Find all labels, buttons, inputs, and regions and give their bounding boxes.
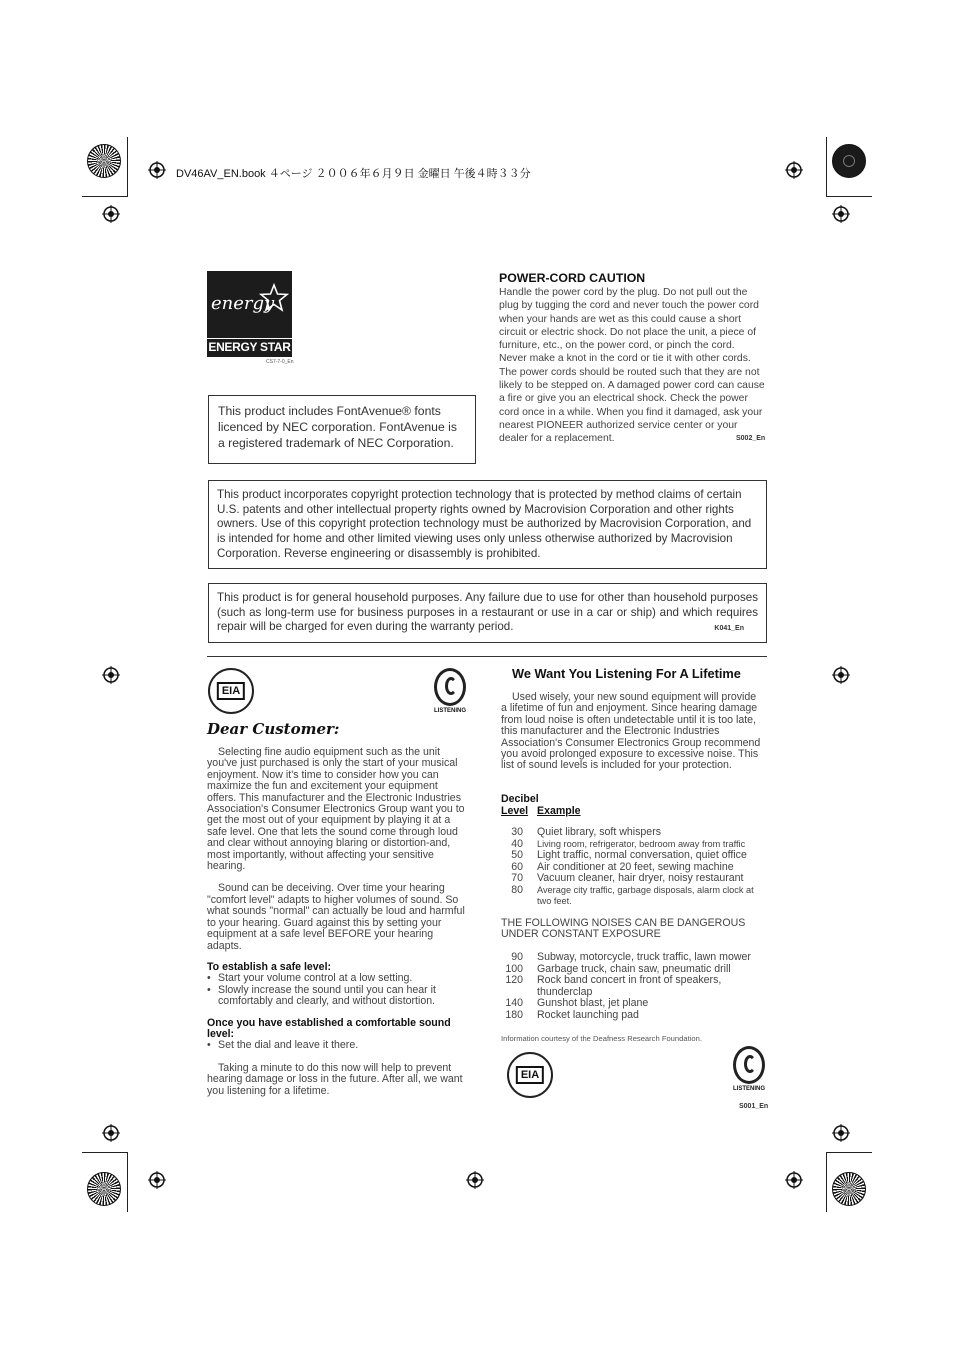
dear-customer-p1: Selecting fine audio equipment such as the unit you've just purchased is only the start of your musical enjoyment. Now it's time to consider how you can maximize the fun and excitement your equipment offers. This manufacturer and the Electronic Industries Association's Consumer Electronics Group want you to get the most out of your equipment by playing it at a safe level. One that lets the sound come through loud and clear without annoying blaring or distortion-and, most importantly, without affecting your sensitive hearing. — [207, 746, 465, 873]
starburst-target-icon — [832, 144, 866, 178]
section-divider — [207, 656, 767, 657]
listening-logo — [432, 668, 468, 718]
household-text: This product is for general household purposes. Any failure due to use for other than household purposes (such as long-term use for business purposes in a restaurant or use in a car or ship) and which requires repair will be charged for even during the warranty period. — [217, 591, 758, 634]
fontavenue-text: This product includes FontAvenue® fonts licenced by NEC corporation. FontAvenue is a registered trademark of NEC Corporation. — [218, 404, 457, 450]
table-row: 90 Subway, motorcycle, truck traffic, lawn mower — [511, 951, 751, 963]
registration-mark-icon — [148, 161, 166, 179]
table-row: 180 Rocket launching pad — [505, 1008, 639, 1021]
crop-mark — [127, 137, 128, 197]
courtesy-note: Information courtesy of the Deafness Research Foundation. — [501, 1034, 702, 1043]
listening-text: LISTENING — [433, 708, 466, 714]
dear-customer-body — [207, 747, 469, 1097]
dear-customer-p2: Sound can be deceiving. Over time your hearing "comfort level" adapts to higher volumes of sound. So what sounds "normal" can actually be loud and harmful to your hearing. Guard against this by setting your equipment at a safe level BEFORE your hearing adapts. — [207, 882, 465, 952]
lifetime-intro: Used wisely, your new sound equipment will provide a lifetime of fun and enjoyment. Since hearing damage from loud noise is often undetectable until it is too late, this manufacturer and the Electronic Industries Association's Consumer Electronics Group recommend you avoid prolonged exposure to excessive noise. This list of sound levels is included for your protection. — [501, 691, 761, 772]
crop-mark — [127, 1152, 128, 1212]
safe-level-item: • Slowly increase the sound until you can hear it comfortably and clearly, and without distortion. — [207, 983, 436, 1008]
example-column-header: Example — [537, 805, 581, 817]
level-column-header: Level — [501, 805, 529, 817]
household-notice — [208, 583, 767, 643]
fontavenue-notice — [208, 395, 476, 464]
registration-mark-icon — [832, 205, 850, 223]
danger-table — [501, 952, 763, 1021]
crop-mark — [826, 196, 872, 197]
table-row: 30 Quiet library, soft whispers — [511, 826, 662, 838]
table-row: 100 Garbage truck, chain saw, pneumatic drill — [505, 962, 731, 975]
table-row: 60 Air conditioner at 20 feet, sewing machine — [511, 860, 734, 873]
crop-mark — [82, 1152, 128, 1153]
ear-icon — [733, 1046, 765, 1084]
table-row: 40 Living room, refrigerator, bedroom away from traffic — [511, 837, 746, 850]
registration-mark-icon — [785, 161, 803, 179]
table-row: 80 Average city traffic, garbage disposals, alarm clock at two feet. — [511, 883, 754, 906]
registration-mark-icon — [148, 1171, 166, 1189]
table-row: 140 Gunshot blast, jet plane — [505, 997, 649, 1009]
table-row: 120 Rock band concert in front of speakers, thunderclap — [505, 974, 722, 998]
table-row: 70 Vacuum cleaner, hair dryer, noisy restaurant — [511, 872, 744, 884]
crop-mark — [826, 1152, 872, 1153]
power-cord-code: S002_En — [736, 435, 766, 442]
energy-script: energy — [211, 293, 275, 314]
star-icon — [259, 283, 289, 313]
lifetime-code: S001_En — [739, 1103, 769, 1110]
crop-mark — [82, 196, 128, 197]
comfortable-level-heading: Once you have established a comfortable sound level: — [207, 1016, 451, 1040]
energy-star-code: CS7-7-0_En — [266, 359, 294, 365]
table-row: 50 Light traffic, normal conversation, quiet office — [511, 849, 747, 861]
eia-emblem — [208, 668, 254, 714]
safe-level-heading: To establish a safe level: — [207, 960, 332, 973]
starburst-target-icon — [87, 144, 121, 178]
household-code: K041_En — [714, 625, 744, 632]
registration-mark-icon — [102, 666, 120, 684]
starburst-target-icon — [832, 1172, 866, 1206]
crop-mark — [826, 137, 827, 197]
macrovision-notice — [208, 480, 767, 569]
comfortable-level-item: • Set the dial and leave it there. — [207, 1039, 359, 1052]
eia-emblem: EIA — [507, 1052, 553, 1098]
registration-mark-icon — [102, 205, 120, 223]
dear-customer-title: Dear Customer: — [207, 720, 340, 738]
energy-star-logo — [207, 271, 292, 357]
registration-mark-icon — [466, 1171, 484, 1189]
energy-star-label: ENERGY STAR — [208, 340, 291, 354]
registration-mark-icon — [785, 1171, 803, 1189]
power-cord-title: POWER-CORD CAUTION — [499, 271, 646, 285]
macrovision-text: This product incorporates copyright protection technology that is protected by method claims of certain U.S. patents and other intellectual property rights owned by Macrovision Corporation and other rights owners. Use of this copyright protection technology must be authorized by Macrovision Corporation, and is intended for home and other limited viewing uses only unless otherwise authorized by Macrovision Corporation. Reverse engineering or disassembly is prohibited. — [217, 488, 752, 560]
decibel-table — [501, 827, 763, 908]
listening-logo: LISTENING — [731, 1046, 767, 1096]
print-info: DV46AV_EN.book ４ページ ２００６年６月９日 金曜日 午後４時３３分 — [176, 168, 531, 180]
danger-heading: THE FOLLOWING NOISES CAN BE DANGEROUS UNDER CONSTANT EXPOSURE — [501, 917, 746, 941]
registration-mark-icon — [832, 666, 850, 684]
lifetime-title: We Want You Listening For A Lifetime — [512, 666, 741, 681]
registration-mark-icon — [102, 1124, 120, 1142]
registration-mark-icon — [832, 1124, 850, 1142]
starburst-target-icon — [87, 1172, 121, 1206]
power-cord-text: Handle the power cord by the plug. Do not pull out the plug by tugging the cord and never touch the power cord when your hands are wet as this could cause a short circuit or electric shock. Do not place the unit, a piece of furniture, etc., on the power cord, or pinch the cord. Never make a knot in the cord or tie it with other cords. The power cords should be routed such that they are not likely to be stepped on. A damaged power cord can cause a fire or give you an electrical shock. Check the power cord once in a while. When you find it damaged, ask your nearest PIONEER authorized service center or your dealer for a replacement. — [499, 287, 765, 445]
safe-level-item: • Start your volume control at a low setting. — [207, 972, 413, 985]
ear-icon — [434, 668, 466, 706]
dear-customer-p3: Taking a minute to do this now will help to prevent hearing damage or loss in the future. After all, we want you listening for a lifetime. — [207, 1061, 463, 1097]
eia-text: EIA — [217, 682, 245, 700]
decibel-label: Decibel — [501, 793, 539, 805]
decibel-header — [501, 793, 581, 817]
crop-mark — [826, 1152, 827, 1212]
